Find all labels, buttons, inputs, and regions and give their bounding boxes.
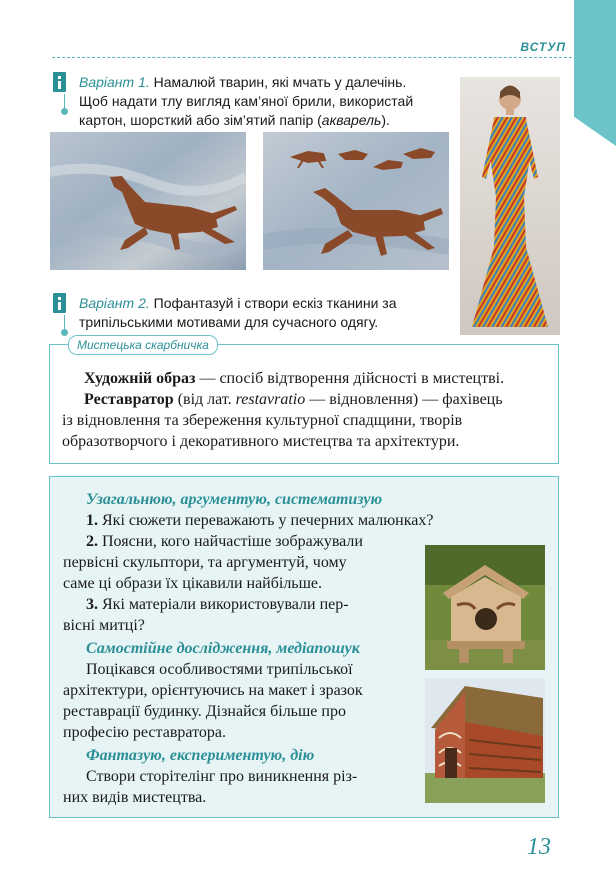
latin-word: restavratio	[235, 391, 306, 408]
term-artistic-image: Художній образ	[84, 370, 196, 387]
cave-painting-image-1	[50, 132, 246, 270]
q2-line2: первісні скульптори, та аргументуй, чому	[63, 554, 347, 571]
variant2-label: Варіант 2.	[79, 295, 150, 311]
q2-line1: Поясни, кого найчастіше зображували	[98, 533, 363, 550]
restored-house-photo	[425, 678, 545, 803]
header-rule	[52, 57, 572, 58]
q3-number: 3.	[86, 596, 98, 613]
def-restorer-b: — відновлення) — фахівець	[305, 391, 503, 408]
variant1-line3-italic: акварель	[321, 112, 382, 128]
pencil-marker-icon	[53, 72, 66, 98]
corner-tab	[574, 0, 616, 146]
fantasize-text	[63, 766, 413, 808]
variant1-line3-start: картон, шорсткий або зім’ятий папір (	[79, 112, 322, 128]
treasury-text	[62, 368, 550, 452]
variant1-text	[79, 73, 459, 130]
question-1	[86, 510, 506, 531]
research-line4: професію реставратора.	[63, 724, 226, 741]
treasury-title: Мистецька скарбничка	[68, 335, 218, 355]
research-text	[63, 659, 408, 743]
variant2-line2: трипільськими мотивами для сучасного одягу.	[79, 314, 379, 330]
heading-research: Самостійне дослідження, медіапошук	[86, 640, 360, 657]
variant1-line2: Щоб надати тлу вигляд кам’яної брили, використай	[79, 93, 414, 109]
question-2	[63, 531, 413, 594]
variant2-line1: Пофантазуй і створи ескіз тканини за	[153, 295, 397, 311]
def-artistic-image: — спосіб відтворення дійсності в мистецтві.	[195, 370, 505, 387]
variant1-line3-end: ).	[381, 112, 390, 128]
research-line3: реставрації будинку. Дізнайся більше про	[63, 703, 346, 720]
heading-fantasize: Фантазую, експериментую, дію	[86, 747, 315, 764]
research-line2: архітектури, орієнтуючись на макет і зразок	[63, 682, 363, 699]
variant2-text	[79, 294, 459, 332]
fashion-model-photo	[460, 77, 560, 335]
q2-line3: саме ці образи їх цікавили найбільше.	[63, 575, 323, 592]
cave-painting-image-2	[263, 132, 449, 270]
fantasize-line1: Створи сторітелінг про виникнення різ-	[86, 768, 358, 785]
variant1-label: Варіант 1.	[79, 74, 150, 90]
heading-generalize: Узагальнюю, аргументую, систематизую	[86, 491, 383, 508]
fantasize-line2: них видів мистецтва.	[63, 789, 207, 806]
treasury-line3: із відновлення та збереження культурної спадщини, творів	[62, 412, 463, 429]
q3-line1: Які матеріали використовували пер-	[98, 596, 349, 613]
q1-text: Які сюжети переважають у печерних малюнках?	[98, 512, 434, 529]
research-line1: Поцікався особливостями трипільської	[86, 661, 353, 678]
def-restorer-a: (від лат.	[173, 391, 236, 408]
pencil-marker-icon	[53, 293, 66, 319]
page-number: 13	[527, 834, 551, 860]
clay-house-model-photo	[425, 545, 545, 670]
q2-number: 2.	[86, 533, 98, 550]
term-restorer: Реставратор	[84, 391, 174, 408]
q1-number: 1.	[86, 512, 98, 529]
variant1-line1: Намалюй тварин, які мчать у далечінь.	[153, 74, 407, 90]
question-3	[63, 594, 413, 636]
section-label: ВСТУП	[520, 40, 566, 54]
treasury-line4: образотворчого і декоративного мистецтва та архітектури.	[62, 433, 460, 450]
q3-line2: вісні митці?	[63, 617, 145, 634]
